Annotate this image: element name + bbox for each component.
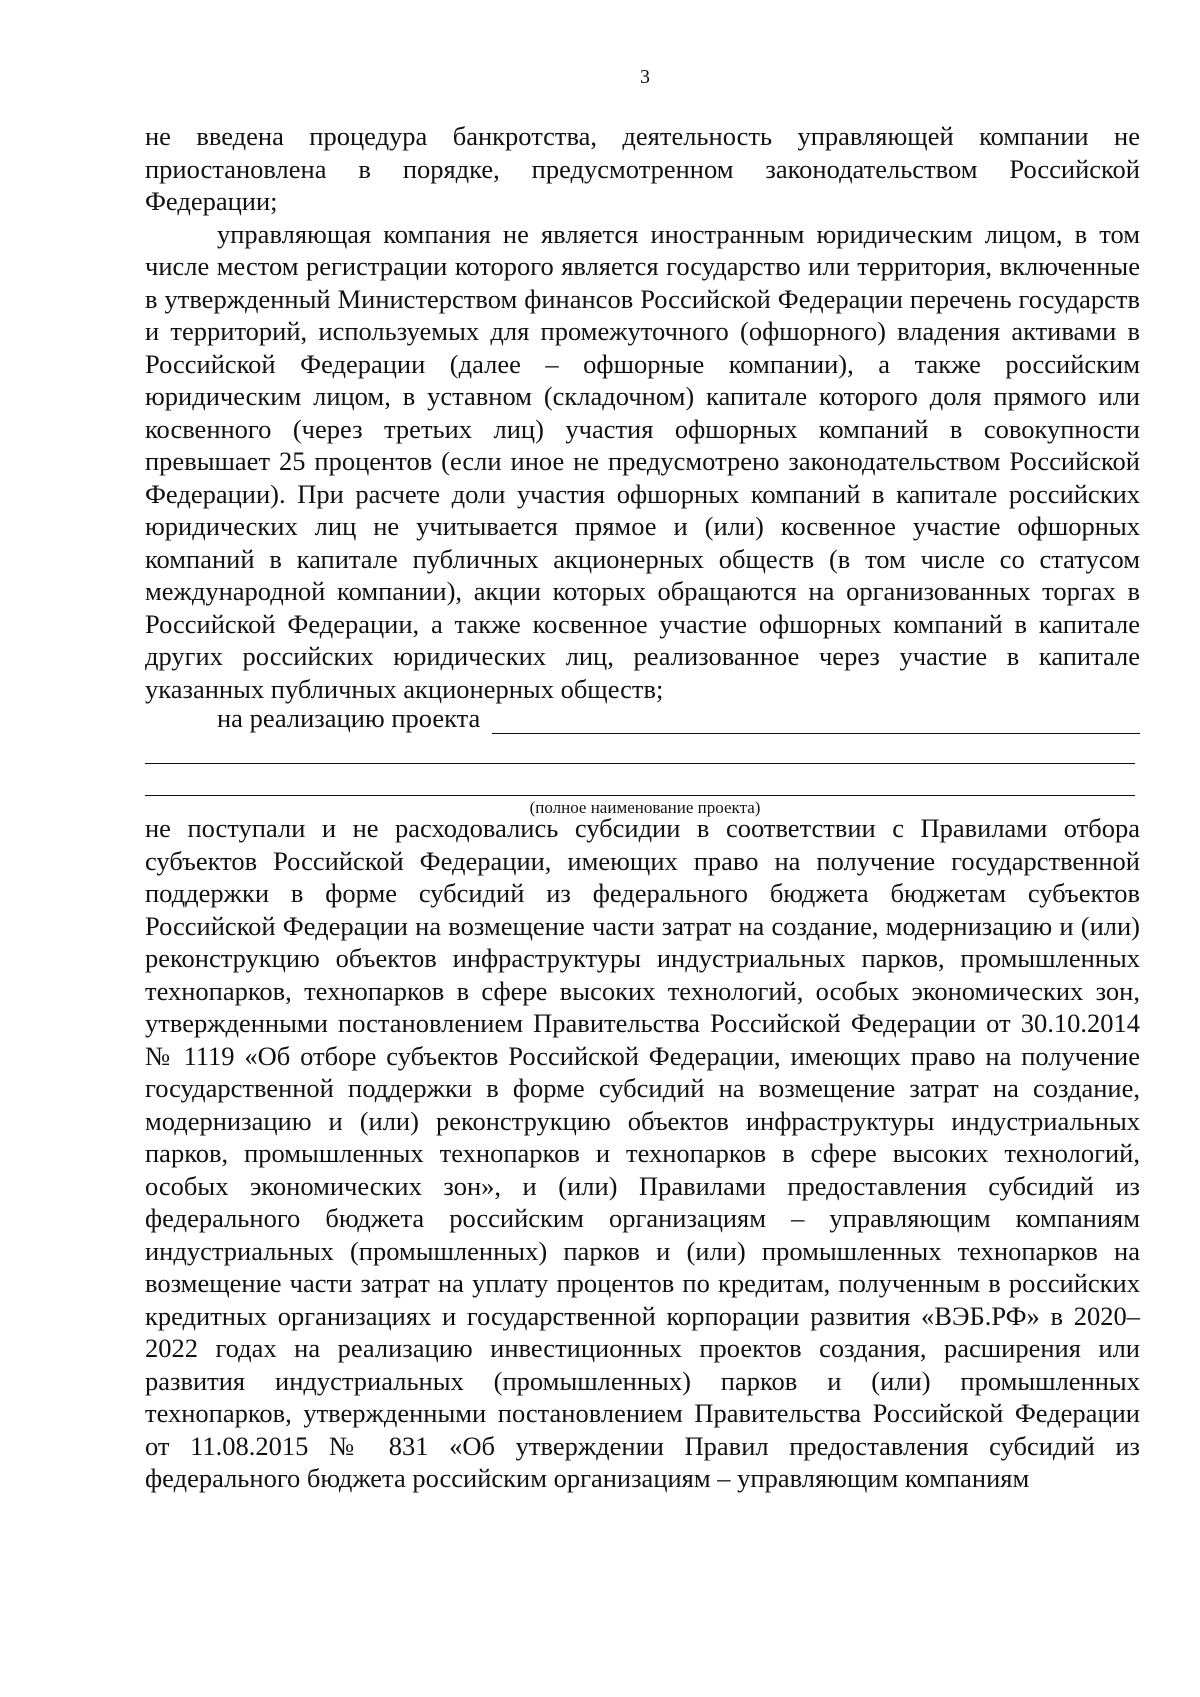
- project-name-caption: (полное наименование проекта): [529, 798, 761, 817]
- project-label: на реализацию проекта: [217, 703, 481, 733]
- project-name-blank-line-3[interactable]: [145, 795, 1135, 796]
- project-name-row: [217, 702, 1140, 734]
- project-name-blank-line-2[interactable]: [145, 763, 1135, 764]
- paragraph-subsidies: не поступали и не расходовались субсидии в соответствии с Правилами отбора субъектов Российской Федерации, имеющих право на получение государственной поддержки в форме субсидий из федерального бюджета бюджетам субъектов Российской Федерации на возмещение части затрат на создание, модернизацию и (или) реконструкцию объектов инфраструктуры индустриальных парков, промышленных технопарков, технопарков в сфере высоких технологий, особых экономических зон, утвержденными постановлением Правительства Российской Федерации от 30.10.2014 № 1119 «Об отборе субъектов Российской Федерации, имеющих право на получение государственной поддержки в форме субсидий на возмещение затрат на создание, модернизацию и (или) реконструкцию объектов инфраструктуры индустриальных парков, промышленных технопарков и технопарков в сфере высоких технологий, особых экономических зон», и (или) Правилами предоставления субсидий из федерального бюджета российским организациям – управляющим компаниям индустриальных (промышленных) парков и (или) промышленных технопарков на возмещение части затрат на уплату процентов по кредитам, полученным в российских кредитных организациях и государственной корпорации развития «ВЭБ.РФ» в 2020–2022 годах на реализацию инвестиционных проектов создания, расширения или развития индустриальных (промышленных) парков и (или) промышленных технопарков, утвержденными постановлением Правительства Российской Федерации от 11.08.2015 № 831 «Об утверждении Правил предоставления субсидий из федерального бюджета российским организациям – управляющим компаниям: [145, 813, 1140, 1493]
- project-name-blank[interactable]: [492, 706, 1140, 734]
- lower-text-block: [145, 812, 1140, 1495]
- upper-text-block: [145, 120, 1140, 705]
- page-number: 3: [640, 66, 650, 88]
- paragraph-bankruptcy: не введена процедура банкротства, деятельность управляющей компании не приостановлена в порядке, предусмотренном законодательством Российской Федерации;: [145, 121, 1140, 216]
- paragraph-offshore: управляющая компания не является иностранным юридическим лицом, в том числе местом регистрации которого является государство или территория, включенные в утвержденный Министерством финансов Российской Федерации перечень государств и территорий, используемых для промежуточного (офшорного) владения активами в Российской Федерации (далее – офшорные компании), а также российским юридическим лицом, в уставном (складочном) капитале которого доля прямого или косвенного (через третьих лиц) участия офшорных компаний в совокупности превышает 25 процентов (если иное не предусмотрено законодательством Российской Федерации). При расчете доли участия офшорных компаний в капитале российских юридических лиц не учитывается прямое и (или) косвенное участие офшорных компаний в капитале публичных акционерных обществ (в том числе со статусом международной компании), акции которых обращаются на организованных торгах в Российской Федерации, а также косвенное участие офшорных компаний в капитале других российских юридических лиц, реализованное через участие в капитале указанных публичных акционерных обществ;: [145, 218, 1140, 704]
